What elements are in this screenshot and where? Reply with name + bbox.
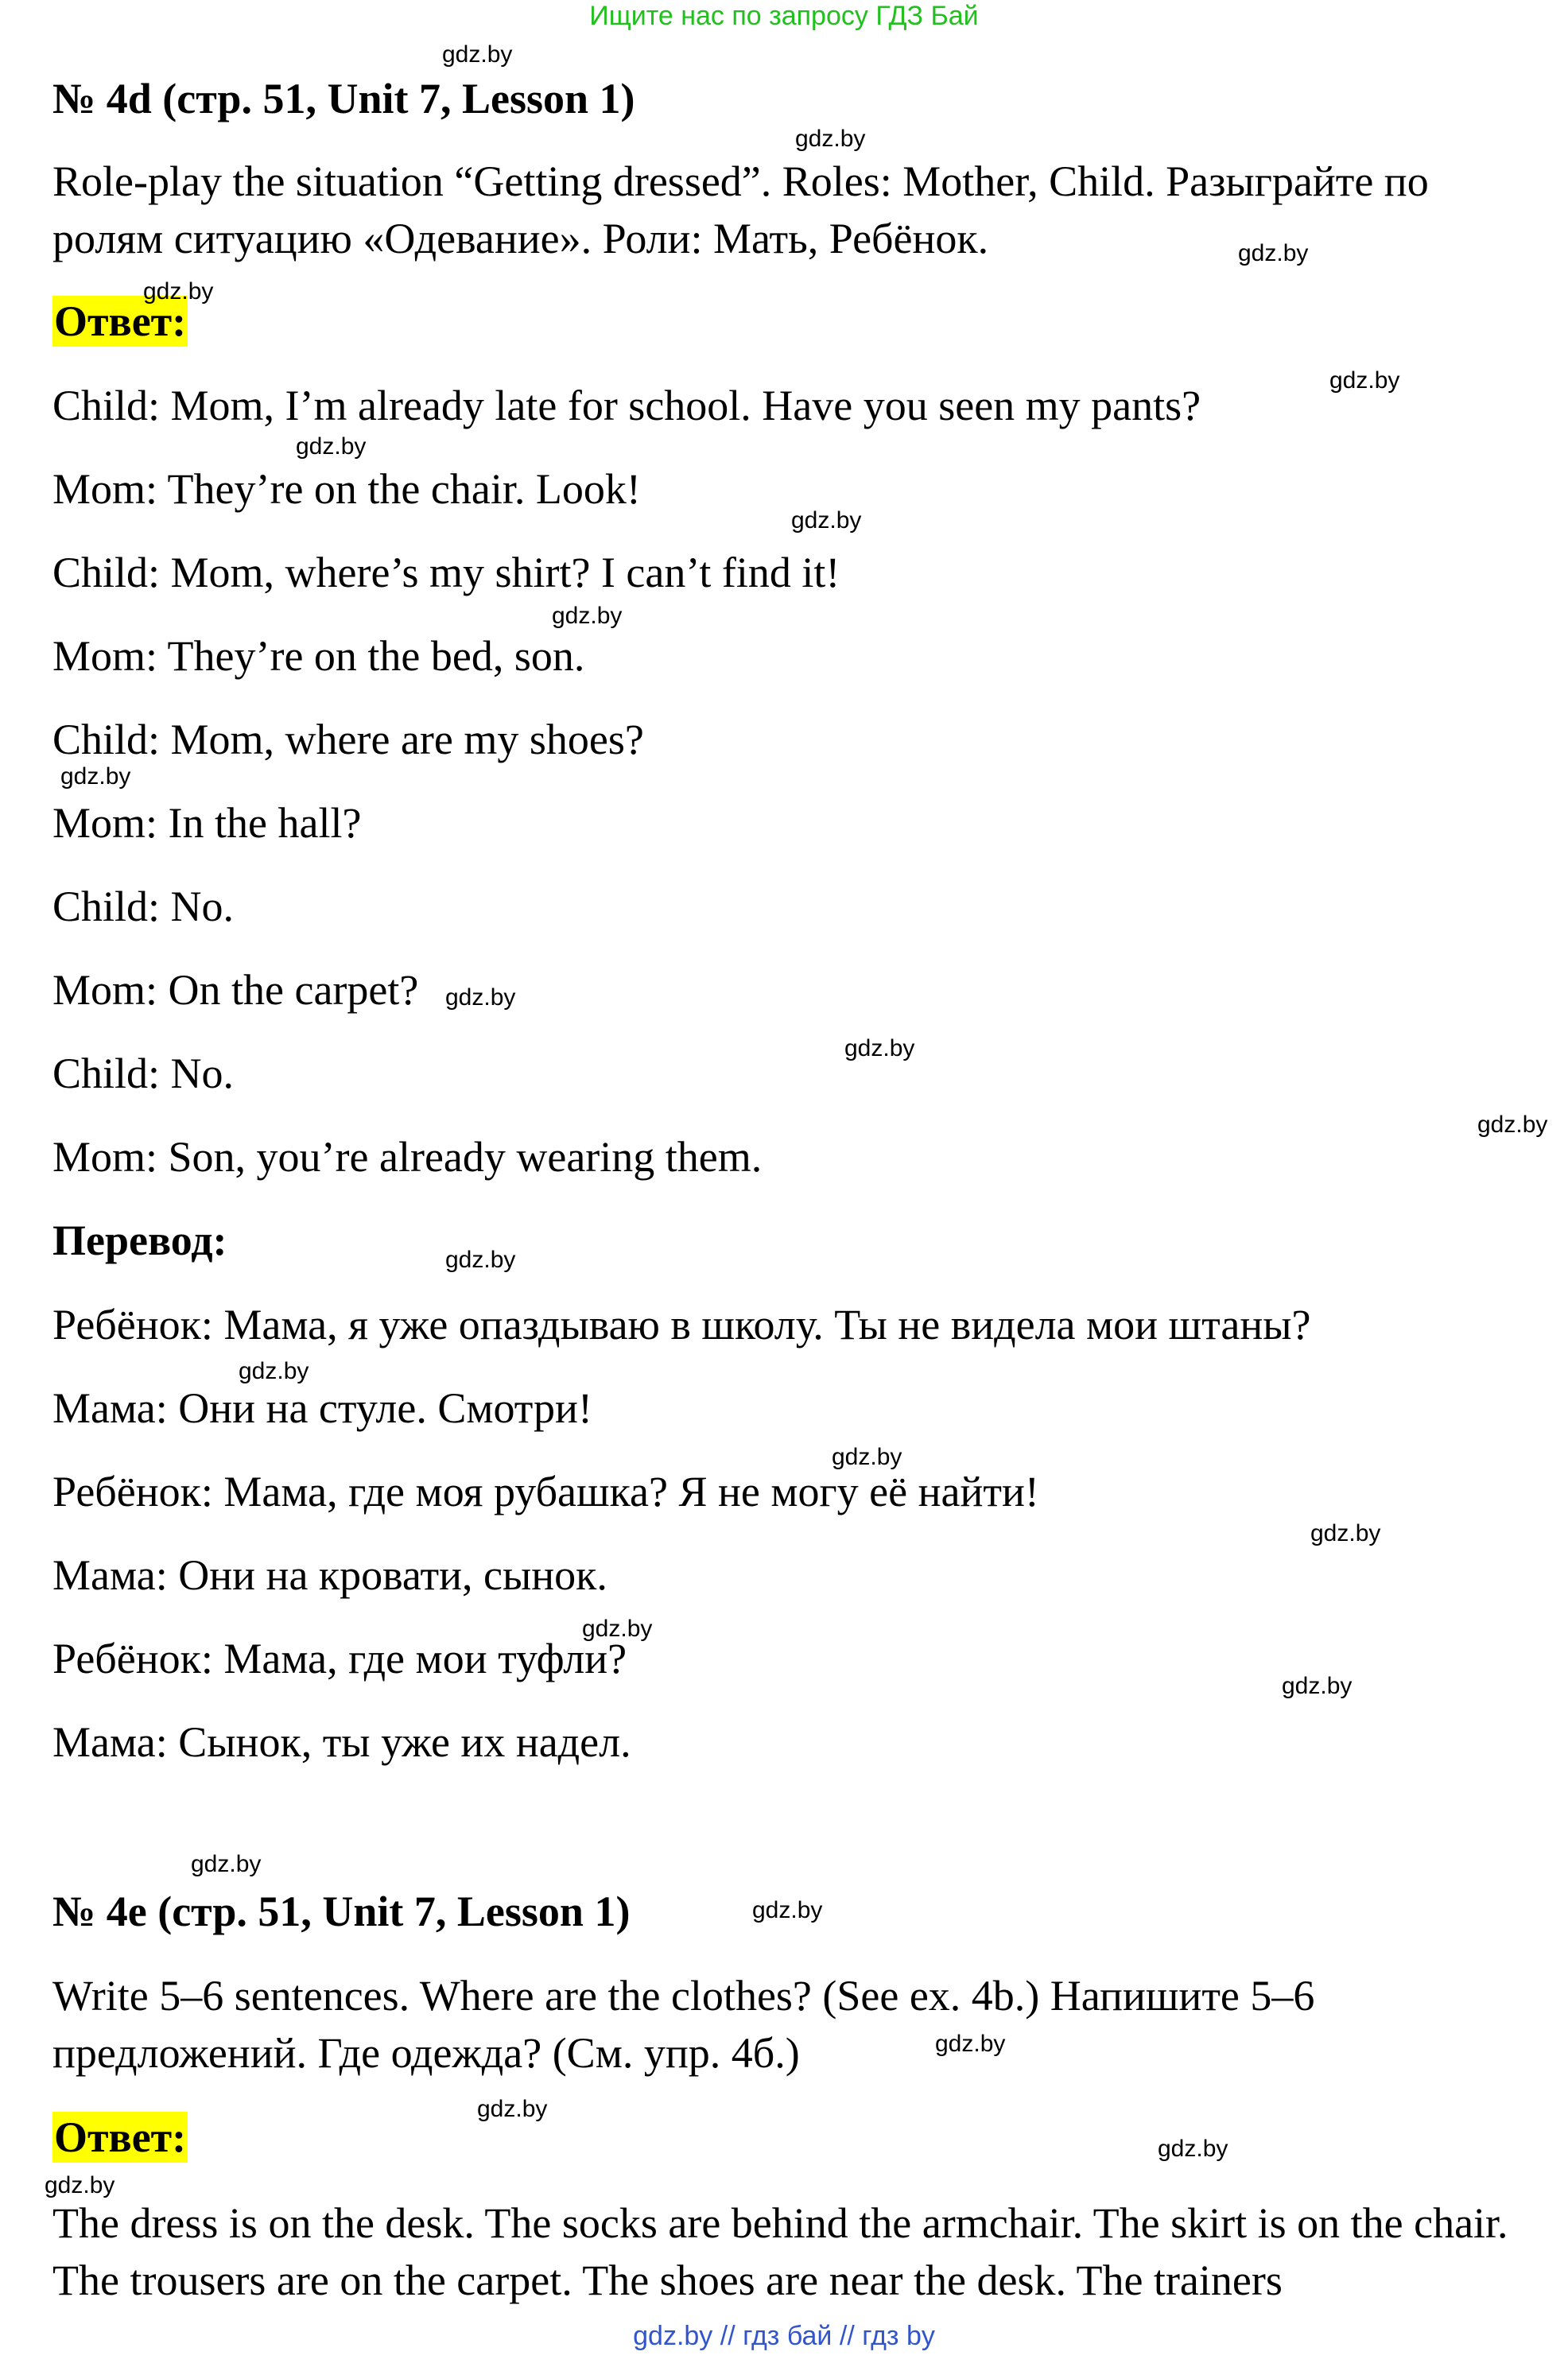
watermark: gdz.by: [143, 278, 214, 305]
watermark: gdz.by: [752, 1897, 823, 1923]
watermark: gdz.by: [1158, 2136, 1228, 2162]
watermark: gdz.by: [844, 1035, 915, 1061]
site-banner[interactable]: Ищите нас по запросу ГДЗ Бай: [589, 1, 979, 31]
translation-line: Ребёнок: Мама, где мои туфли?: [52, 1635, 627, 1682]
site-footer[interactable]: gdz.by // гдз бай // гдз by: [633, 2321, 935, 2351]
watermark: gdz.by: [832, 1444, 902, 1470]
translation-line: Мама: Они на стуле. Смотри!: [52, 1384, 592, 1432]
watermark: gdz.by: [1310, 1520, 1381, 1546]
watermark: gdz.by: [445, 1247, 516, 1273]
watermark: gdz.by: [445, 984, 516, 1011]
task-instruction: Role-play the situation “Getting dressed”. Roles: Mother, Child. Разыграйте по ролям ситуацию «Одевание». Роли: Мать, Ребёнок.: [52, 157, 1429, 262]
watermark: gdz.by: [442, 41, 513, 68]
watermark: gdz.by: [1238, 240, 1309, 266]
task-instruction: Write 5–6 sentences. Where are the clothes? (See ex. 4b.) Напишите 5–6 предложений. Где одежда? (См. упр. 4б.): [52, 1972, 1315, 2077]
answer-label: Ответ:: [54, 297, 187, 345]
watermark: gdz.by: [296, 433, 367, 460]
watermark: gdz.by: [60, 763, 131, 790]
dialogue-line: Mom: Son, you’re already wearing them.: [52, 1133, 763, 1181]
dialogue-line: Child: No.: [52, 883, 235, 930]
dialogue-line: Mom: They’re on the chair. Look!: [52, 465, 641, 513]
dialogue-line: Child: Mom, where’s my shirt? I can’t find it!: [52, 549, 840, 596]
translation-line: Мама: Сынок, ты уже их надел.: [52, 1718, 631, 1766]
watermark: gdz.by: [477, 2096, 548, 2122]
task-heading: № 4d (стр. 51, Unit 7, Lesson 1): [52, 75, 635, 122]
dialogue-line: Child: Mom, I’m already late for school. Have you seen my pants?: [52, 382, 1201, 429]
dialogue-line: Child: Mom, where are my shoes?: [52, 716, 644, 763]
task-heading: № 4e (стр. 51, Unit 7, Lesson 1): [52, 1888, 631, 1935]
watermark: gdz.by: [1477, 1112, 1548, 1138]
watermark: gdz.by: [552, 603, 623, 629]
translation-label: Перевод:: [52, 1216, 227, 1264]
watermark: gdz.by: [45, 2172, 115, 2198]
watermark: gdz.by: [191, 1851, 262, 1877]
watermark: gdz.by: [791, 507, 862, 534]
watermark: gdz.by: [795, 126, 866, 152]
watermark: gdz.by: [582, 1616, 653, 1642]
dialogue-line: Mom: In the hall?: [52, 799, 362, 847]
watermark: gdz.by: [239, 1358, 309, 1384]
translation-line: Мама: Они на кровати, сынок.: [52, 1551, 607, 1599]
answer-label: Ответ:: [54, 2113, 187, 2161]
watermark: gdz.by: [935, 2031, 1006, 2057]
dialogue-line: Mom: They’re on the bed, son.: [52, 632, 585, 680]
answer-text: The dress is on the desk. The socks are behind the armchair. The skirt is on the chair. The trousers are on the carpet. The shoes are near the desk. The trainers: [52, 2199, 1508, 2304]
translation-line: Ребёнок: Мама, где моя рубашка? Я не могу её найти!: [52, 1468, 1039, 1515]
watermark: gdz.by: [1329, 367, 1400, 394]
dialogue-line: Child: No.: [52, 1050, 235, 1097]
dialogue-line: Mom: On the carpet?: [52, 966, 419, 1014]
translation-line: Ребёнок: Мама, я уже опаздываю в школу. Ты не видела мои штаны?: [52, 1301, 1311, 1348]
watermark: gdz.by: [1282, 1673, 1353, 1699]
